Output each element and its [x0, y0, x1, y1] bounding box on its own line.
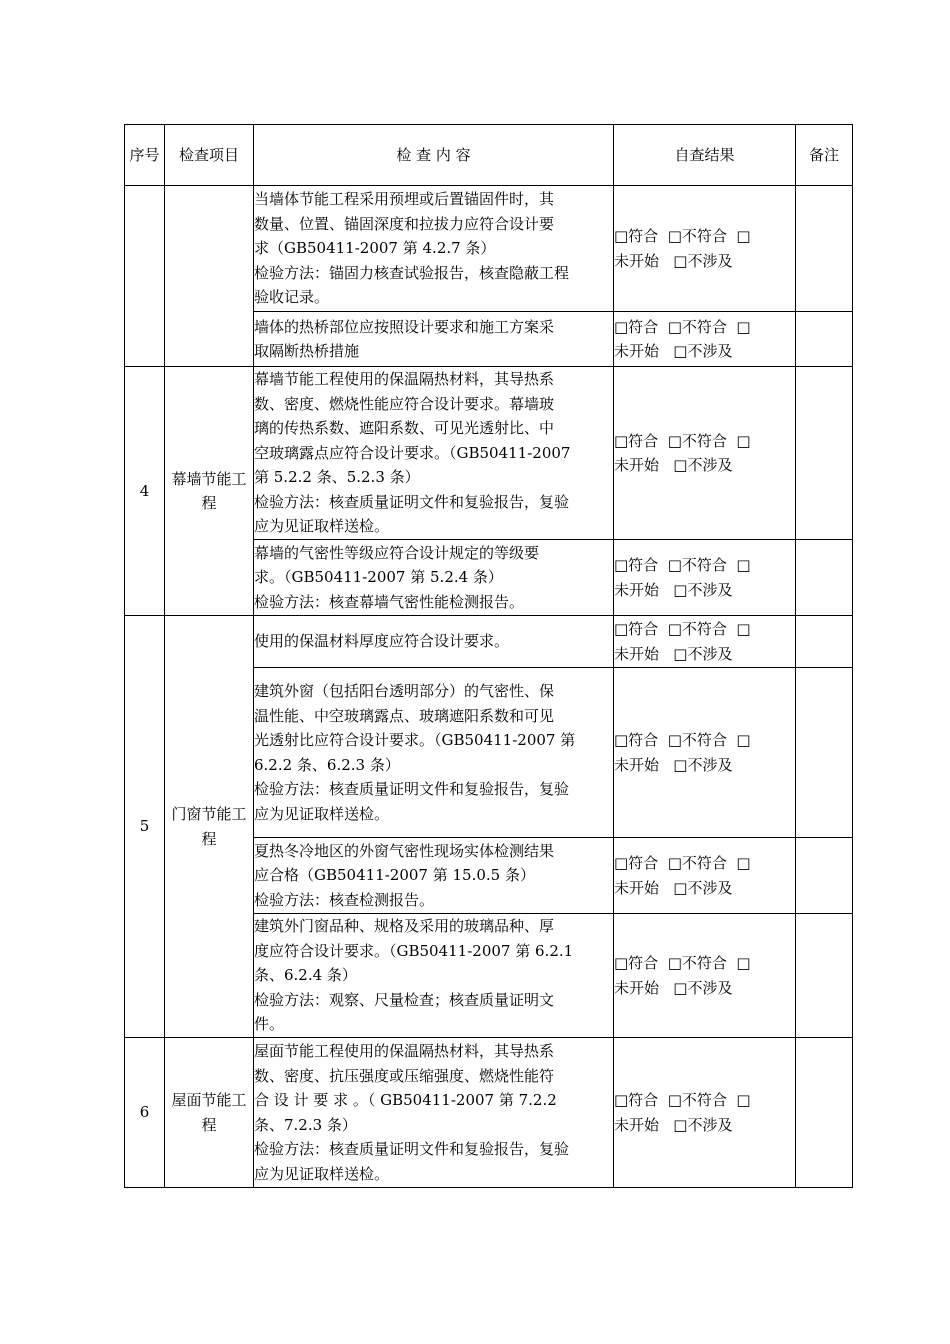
content-line: 检验方法：核查质量证明文件和复验报告，复验 — [254, 1140, 570, 1158]
remarks-cell[interactable] — [796, 312, 853, 367]
table-row — [125, 186, 853, 312]
content-line: 检验方法：核查幕墙气密性能检测报告。 — [254, 592, 525, 611]
header-item: 检查项目 — [165, 125, 254, 186]
content-line: 检验方法：锚固力核查试验报告，核查隐蔽工程 — [254, 263, 570, 282]
content-line: 夏热冬冷地区的外窗气密性现场实体检测结果 — [254, 841, 555, 860]
inspection-content — [254, 540, 614, 616]
content-line: 求。（GB50411-2007 第 5.2.4 条） — [254, 568, 503, 587]
row-number: 6 — [125, 1038, 165, 1188]
content-line: 检验方法：核查检测报告。 — [254, 890, 435, 909]
content-line: 应为见证取样送检。 — [254, 1164, 390, 1183]
content-line: 应合格（GB50411-2007 第 15.0.5 条） — [254, 866, 535, 885]
table-row — [125, 367, 853, 540]
self-check-result[interactable] — [614, 668, 796, 838]
table-row — [125, 616, 853, 668]
result-options-line1[interactable]: □符合 □不符合 □ — [614, 854, 751, 872]
remarks-cell[interactable] — [796, 668, 853, 838]
result-options-line2[interactable]: 未开始 □不涉及 — [614, 342, 733, 360]
inspection-item: 屋面节能工程 — [165, 1038, 254, 1188]
content-line: 检验方法：核查质量证明文件和复验报告，复验 — [254, 780, 570, 798]
header-note: 备注 — [796, 125, 853, 186]
content-line: 数量、位置、锚固深度和拉拔力应符合设计要 — [254, 214, 555, 233]
result-options-line2[interactable]: 未开始 □不涉及 — [614, 755, 733, 774]
self-check-result[interactable] — [614, 616, 796, 668]
content-line: 检验方法：观察、尺量检查；核查质量证明文 — [254, 990, 555, 1009]
inspection-content — [254, 1038, 614, 1188]
remarks-cell[interactable] — [796, 186, 853, 312]
result-options-line2[interactable]: 未开始 □不涉及 — [614, 644, 733, 663]
content-line: 应为见证取样送检。 — [254, 804, 390, 823]
content-line: 求（GB50411-2007 第 4.2.7 条） — [254, 239, 496, 258]
result-options-line2[interactable]: 未开始 □不涉及 — [614, 1115, 733, 1134]
table-body — [125, 186, 853, 1188]
content-line: 建筑外窗（包括阳台透明部分）的气密性、保 — [254, 682, 555, 700]
content-line: 6.2.2 条、6.2.3 条） — [254, 755, 400, 774]
header-num: 序号 — [125, 125, 165, 186]
content-line: 件。 — [254, 1015, 285, 1034]
inspection-content — [254, 186, 614, 312]
content-line: 温性能、中空玻璃露点、玻璃遮阳系数和可见 — [254, 706, 555, 725]
content-line: 幕墙的气密性等级应符合设计规定的等级要 — [254, 543, 540, 562]
result-options-line1[interactable]: □符合 □不符合 □ — [614, 954, 751, 972]
remarks-cell[interactable] — [796, 1038, 853, 1188]
inspection-item: 门窗节能工程 — [165, 616, 254, 1038]
result-options-line1[interactable]: □符合 □不符合 □ — [614, 620, 751, 638]
content-line: 光透射比应符合设计要求。（GB50411-2007 第 — [254, 731, 576, 749]
content-line: 应为见证取样送检。 — [254, 517, 390, 536]
content-line: 检验方法：核查质量证明文件和复验报告，复验 — [254, 492, 570, 511]
self-check-result[interactable] — [614, 1038, 796, 1188]
content-line: 屋面节能工程使用的保温隔热材料，其导热系 — [254, 1042, 555, 1060]
self-check-result[interactable] — [614, 186, 796, 312]
row-number: 5 — [125, 616, 165, 1038]
content-line: 第 5.2.2 条、5.2.3 条） — [254, 468, 420, 487]
result-options-line1[interactable]: □符合 □不符合 □ — [614, 317, 751, 336]
result-options-line1[interactable]: □符合 □不符合 □ — [614, 1091, 751, 1109]
content-line: 合 设 计 要 求 。（ GB50411-2007 第 7.2.2 — [254, 1091, 557, 1109]
result-options-line2[interactable]: 未开始 □不涉及 — [614, 978, 733, 997]
inspection-content — [254, 838, 614, 914]
content-line: 数、密度、燃烧性能应符合设计要求。幕墙玻 — [254, 394, 555, 413]
result-options-line2[interactable]: 未开始 □不涉及 — [614, 251, 733, 270]
content-line: 条、7.2.3 条） — [254, 1115, 357, 1134]
header-row — [125, 125, 853, 186]
content-line: 取隔断热桥措施 — [254, 342, 360, 360]
result-options-line2[interactable]: 未开始 □不涉及 — [614, 878, 733, 897]
inspection-item: 幕墙节能工程 — [165, 367, 254, 616]
content-line: 条、6.2.4 条） — [254, 966, 357, 985]
table-row — [125, 1038, 853, 1188]
self-check-result[interactable] — [614, 312, 796, 367]
content-line: 建筑外门窗品种、规格及采用的玻璃品种、厚 — [254, 917, 555, 936]
inspection-table — [124, 124, 853, 1188]
self-check-result[interactable] — [614, 367, 796, 540]
header-content: 检 查 内 容 — [254, 125, 614, 186]
inspection-content — [254, 914, 614, 1038]
result-options-line1[interactable]: □符合 □不符合 □ — [614, 431, 751, 450]
inspection-content — [254, 367, 614, 540]
self-check-result[interactable] — [614, 838, 796, 914]
result-options-line2[interactable]: 未开始 □不涉及 — [614, 456, 733, 474]
remarks-cell[interactable] — [796, 616, 853, 668]
row-number — [125, 186, 165, 367]
remarks-cell[interactable] — [796, 540, 853, 616]
content-line: 空玻璃露点应符合设计要求。（GB50411-2007 — [254, 443, 571, 462]
content-line: 幕墙节能工程使用的保温隔热材料，其导热系 — [254, 370, 555, 389]
self-check-result[interactable] — [614, 540, 796, 616]
content-line: 使用的保温材料厚度应符合设计要求。 — [254, 632, 510, 651]
content-line: 墙体的热桥部位应按照设计要求和施工方案采 — [254, 317, 555, 336]
result-options-line1[interactable]: □符合 □不符合 □ — [614, 731, 751, 749]
inspection-content — [254, 616, 614, 668]
remarks-cell[interactable] — [796, 367, 853, 540]
content-line: 度应符合设计要求。（GB50411-2007 第 6.2.1 — [254, 941, 574, 960]
remarks-cell[interactable] — [796, 914, 853, 1038]
inspection-content — [254, 312, 614, 367]
result-options-line1[interactable]: □符合 □不符合 □ — [614, 227, 751, 245]
content-line: 璃的传热系数、遮阳系数、可见光透射比、中 — [254, 419, 555, 438]
header-result: 自查结果 — [614, 125, 796, 186]
result-options-line1[interactable]: □符合 □不符合 □ — [614, 556, 751, 574]
remarks-cell[interactable] — [796, 838, 853, 914]
inspection-item — [165, 186, 254, 367]
content-line: 当墙体节能工程采用预埋或后置锚固件时，其 — [254, 190, 555, 209]
row-number: 4 — [125, 367, 165, 616]
content-line: 数、密度、抗压强度或压缩强度、燃烧性能符 — [254, 1066, 555, 1085]
inspection-content — [254, 668, 614, 838]
content-line: 验收记录。 — [254, 288, 330, 307]
self-check-result[interactable] — [614, 914, 796, 1038]
result-options-line2[interactable]: 未开始 □不涉及 — [614, 580, 733, 599]
